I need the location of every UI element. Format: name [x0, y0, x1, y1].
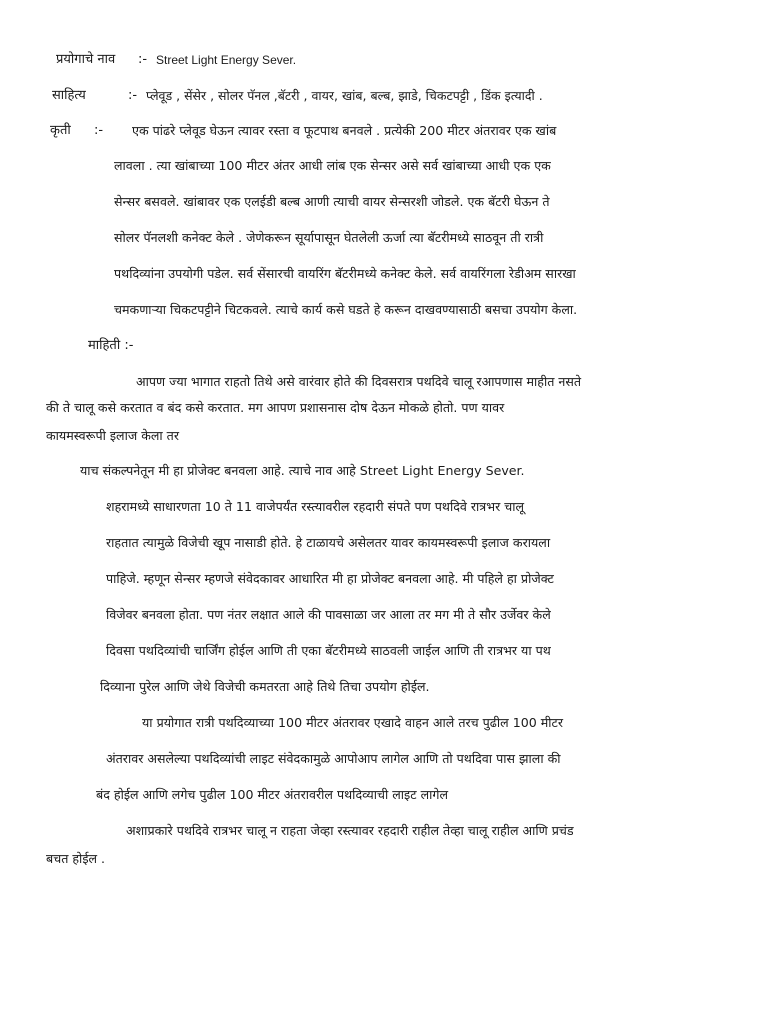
procedure-separator: :-	[94, 123, 104, 138]
info-paragraph-line: बचत होईल .	[46, 851, 106, 866]
procedure-label: कृती	[50, 123, 71, 138]
info-paragraph-line: अंतरावर असलेल्या पथदिव्यांची लाइट संवेदकामुळे आपोआप लागेल आणि तो पथदिवा पास झाला की	[106, 751, 561, 766]
experiment-name-value: Street Light Energy Sever.	[156, 53, 297, 67]
procedure-line: चमकणाऱ्या चिकटपट्टीने चिटकवले. त्याचे कार्य कसे घडते हे करून दाखवण्यासाठी बसचा उपयोग केला.	[114, 302, 578, 317]
info-paragraph-line: पाहिजे. म्हणून सेन्सर म्हणजे संवेदकावर आधारित मी हा प्रोजेक्ट बनवला आहे. मी पहिले हा प्रोजेक्ट	[106, 571, 554, 586]
info-paragraph-line: या प्रयोगात रात्री पथदिव्याच्या 100 मीटर अंतरावर एखादे वाहन आले तरच पुढील 100 मीटर	[142, 715, 564, 730]
procedure-line: एक पांढरे प्लेवूड घेऊन त्यावर रस्ता व फूटपाथ बनवले . प्रत्येकी 200 मीटर अंतरावर एक खांब	[132, 123, 557, 138]
info-paragraph-line: विजेवर बनवला होता. पण नंतर लक्षात आले की पावसाळा जर आला तर मग मी ते सौर उर्जेवर केले	[106, 607, 551, 622]
info-paragraph-line: शहरामध्ये साधारणता 10 ते 11 वाजेपर्यंत रस्त्यावरील रहदारी संपते पण पथदिवे रात्रभर चालू	[106, 499, 525, 514]
info-paragraph-line: कायमस्वरूपी इलाज केला तर	[46, 428, 180, 443]
materials-label: साहित्य	[52, 88, 86, 103]
info-paragraph-line: याच संकल्पनेतून मी हा प्रोजेक्ट बनवला आहे. त्याचे नाव आहे Street Light Energy Sever.	[80, 463, 525, 478]
info-label: माहिती :-	[88, 338, 134, 353]
procedure-line: सोलर पॅनलशी कनेक्ट केले . जेणेकरून सूर्यापासून घेतलेली ऊर्जा त्या बॅटरीमध्ये साठवून ती रात्री	[114, 230, 544, 245]
materials-separator: :-	[128, 88, 138, 103]
info-paragraph-line: दिवसा पथदिव्यांची चार्जिंग होईल आणि ती एका बॅटरीमध्ये साठवली जाईल आणि ती रात्रभर या पथ	[106, 643, 551, 658]
experiment-name-label: प्रयोगाचे नाव	[56, 52, 116, 67]
info-paragraph-line: आपण ज्या भागात राहतो तिथे असे वारंवार होते की दिवसरात्र पथदिवे चालू रआपणास माहीत नसते	[136, 374, 582, 389]
info-paragraph-line: अशाप्रकारे पथदिवे रात्रभर चालू न राहता जेव्हा रस्त्यावर रहदारी राहील तेव्हा चालू राहील आणि प्रचंड	[126, 823, 574, 838]
procedure-line: सेन्सर बसवले. खांबावर एक एलईडी बल्ब आणी त्याची वायर सेन्सरशी जोडले. एक बॅटरी घेऊन ते	[114, 194, 550, 209]
info-paragraph-line: दिव्याना पुरेल आणि जेथे विजेची कमतरता आहे तिथे तिचा उपयोग होईल.	[100, 679, 430, 694]
info-paragraph-line: बंद होईल आणि लगेच पुढील 100 मीटर अंतरावरील पथदिव्याची लाइट लागेल	[96, 787, 449, 802]
info-paragraph-line: की ते चालू कसे करतात व बंद कसे करतात. मग आपण प्रशासनास दोष देऊन मोकळे होतो. पण यावर	[46, 400, 505, 415]
materials-list: प्लेवूड , सेंसेर , सोलर पॅनल ,बॅटरी , वायर, खांब, बल्ब, झाडे, चिकटपट्टी , डिंक इत्यादी .	[146, 88, 543, 103]
procedure-line: लावला . त्या खांबाच्या 100 मीटर अंतर आधी लांब एक सेन्सर असे सर्व खांबाच्या आधी एक एक	[114, 158, 551, 173]
procedure-line: पथदिव्यांना उपयोगी पडेल. सर्व सेंसारची वायरिंग बॅटरीमध्ये कनेक्ट केले. सर्व वायरिंगला रेडीअम सारखा	[114, 266, 576, 281]
info-paragraph-line: राहतात त्यामुळे विजेची खूप नासाडी होते. हे टाळायचे असेलतर यावर कायमस्वरूपी इलाज करायला	[106, 535, 551, 550]
experiment-name-separator: :-	[138, 52, 148, 67]
